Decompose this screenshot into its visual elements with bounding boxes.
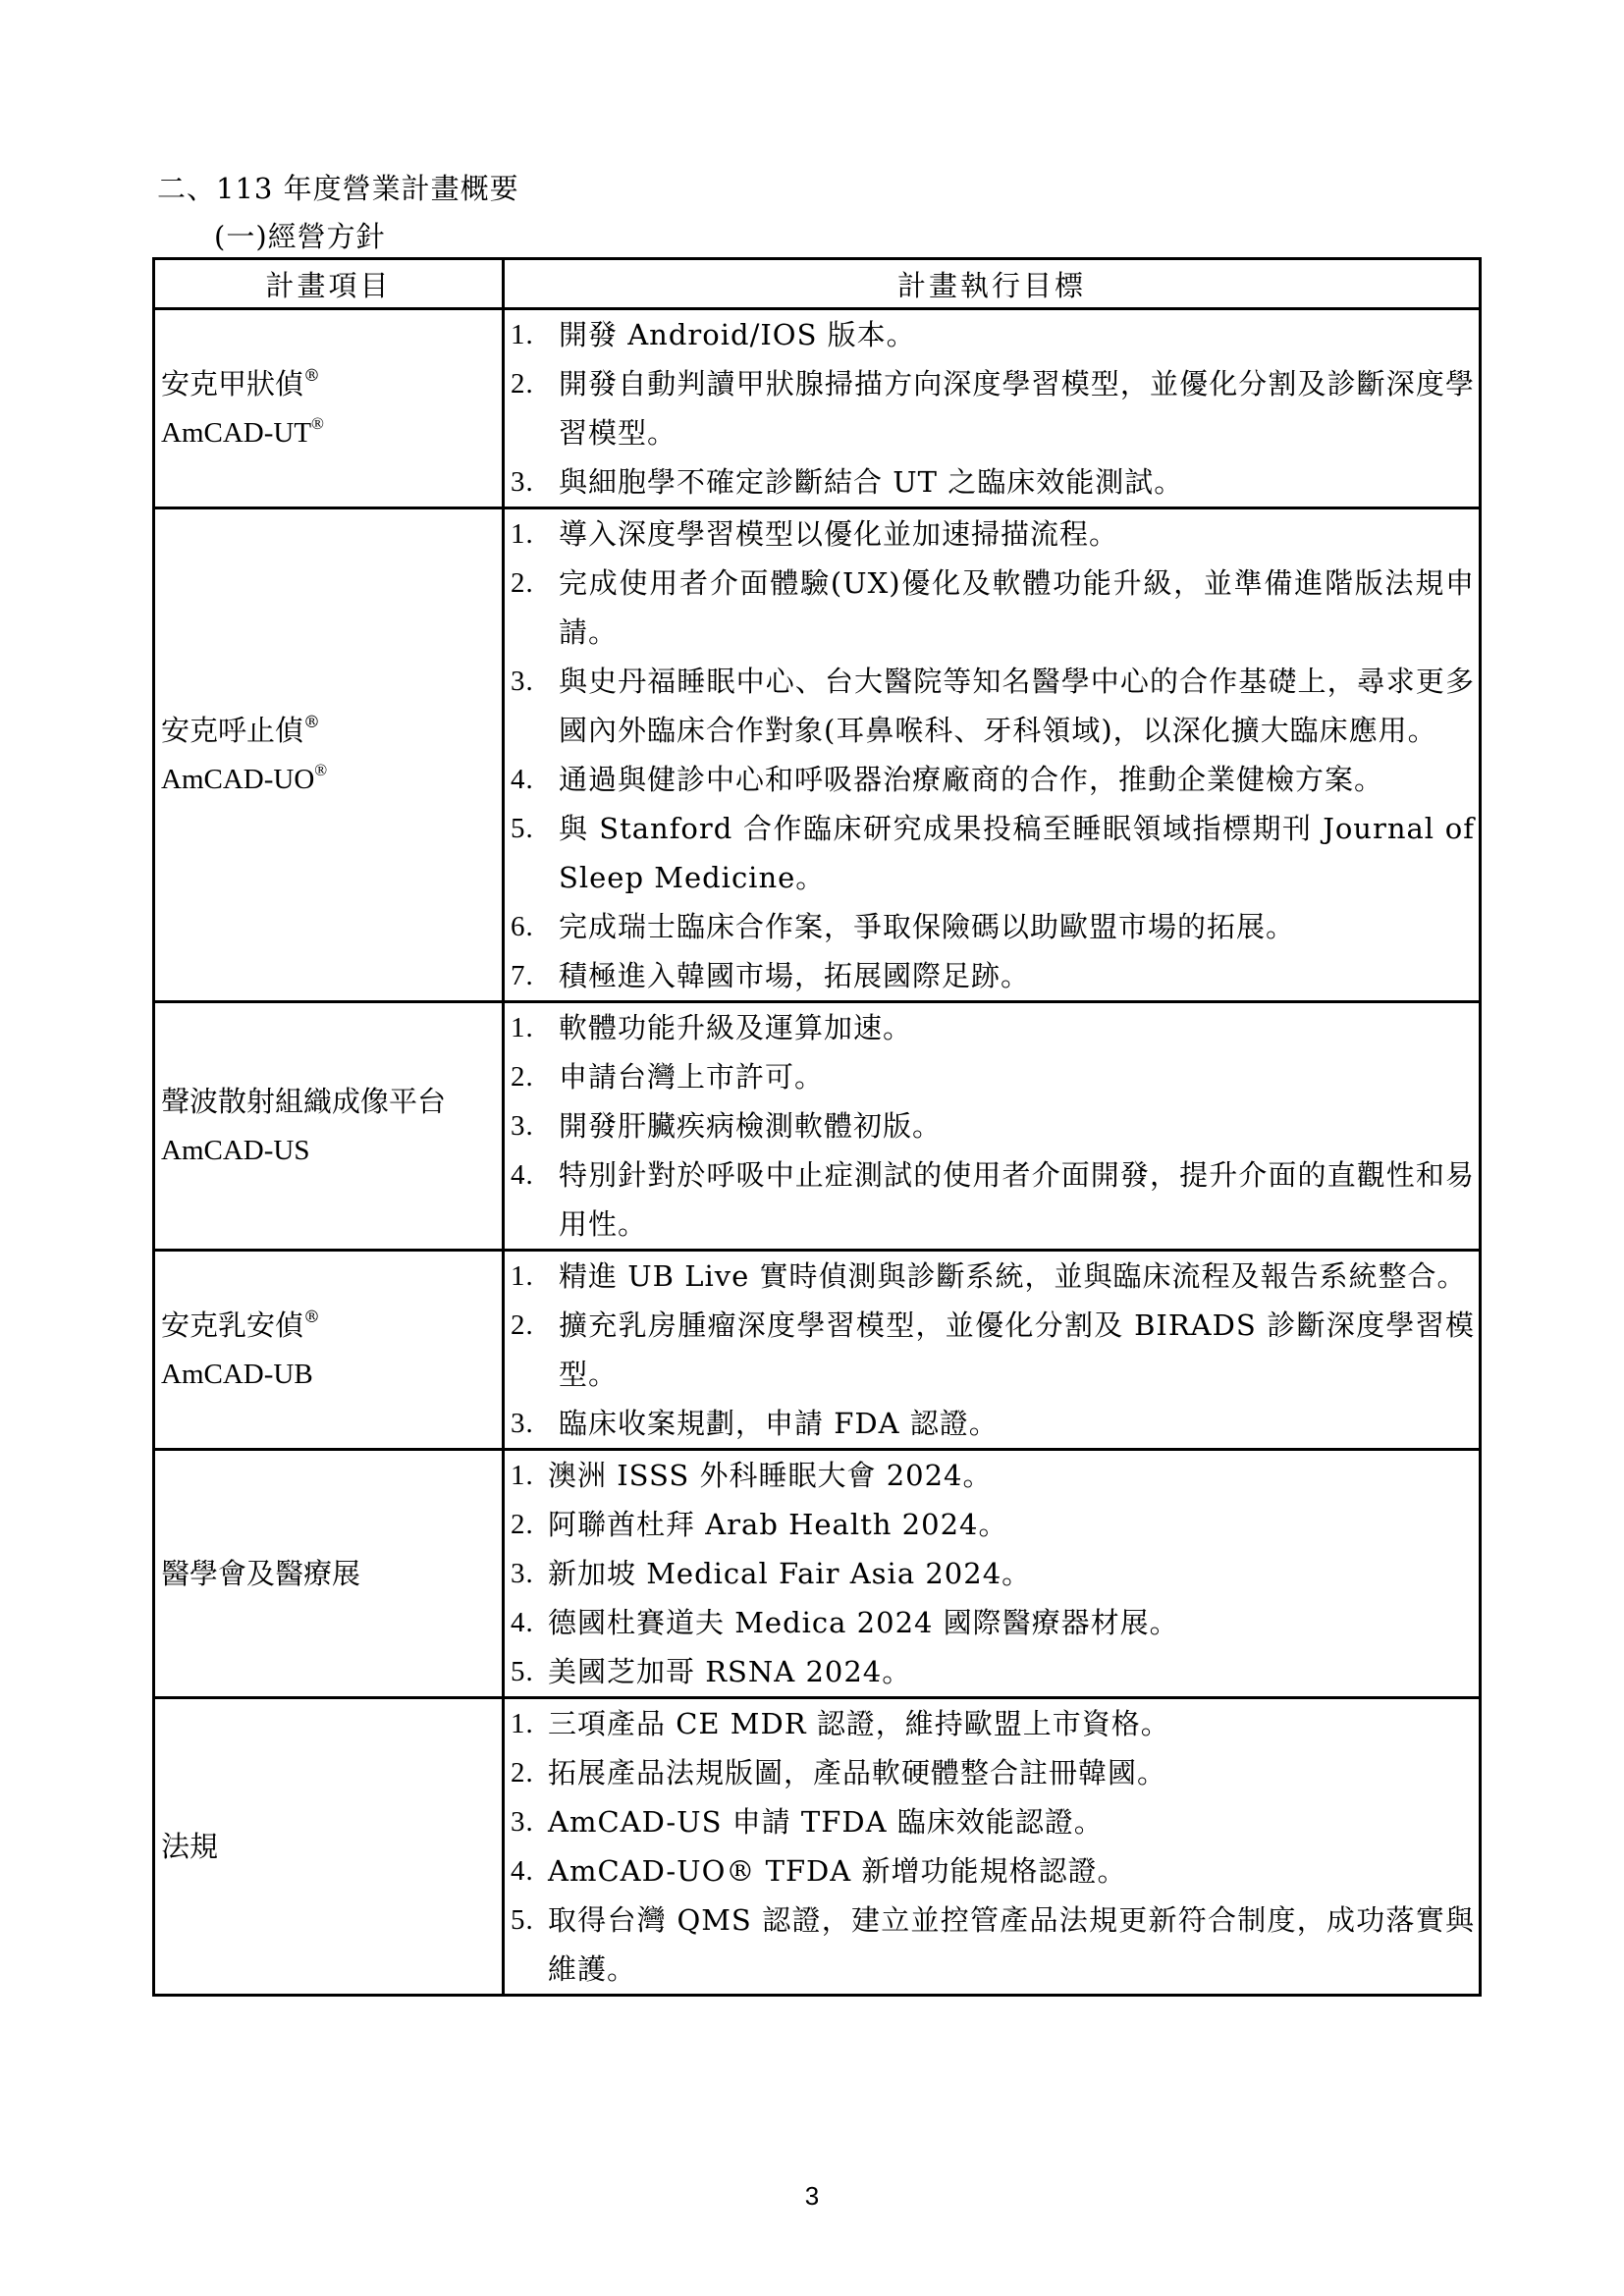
project-name: 安克呼止偵 (161, 714, 304, 747)
item-text: 特別針對於呼吸中止症測試的使用者介面開發，提升介面的直觀性和易用性。 (559, 1158, 1475, 1241)
project-cell (154, 1698, 504, 1996)
list-item (505, 1846, 1479, 1896)
list-item (505, 1500, 1479, 1549)
list-item (505, 902, 1479, 951)
item-number: 5. (511, 813, 534, 844)
item-text: 三項產品 CE MDR 認證，維持歐盟上市資格。 (548, 1707, 1170, 1740)
list-item (505, 1699, 1479, 1748)
item-number: 5. (511, 1904, 534, 1936)
item-number: 4. (511, 1159, 534, 1191)
list-item (505, 755, 1479, 804)
goals-cell (504, 1251, 1481, 1450)
registered-mark: ® (303, 1308, 321, 1327)
table-header-row (154, 259, 1481, 309)
list-item (505, 1101, 1479, 1150)
registered-mark: ® (303, 366, 321, 386)
item-number: 3. (511, 466, 534, 498)
list-item (505, 804, 1479, 902)
project-cell (154, 1450, 504, 1698)
project-name: 聲波散射組織成像平台 (161, 1085, 447, 1118)
item-number: 7. (511, 960, 534, 991)
registered-mark: ® (311, 414, 324, 433)
item-text: AmCAD-UO® TFDA 新增功能規格認證。 (548, 1854, 1127, 1888)
list-item (505, 1052, 1479, 1101)
goals-cell (504, 1698, 1481, 1996)
list-item (505, 559, 1479, 657)
table-row (154, 1698, 1481, 1996)
column-header-goals: 計畫執行目標 (504, 259, 1481, 309)
list-item (505, 1451, 1479, 1500)
goals-cell (504, 1002, 1481, 1251)
item-text: 與史丹福睡眠中心、台大醫院等知名醫學中心的合作基礎上，尋求更多國內外臨床合作對象(耳鼻喉科、牙科領域)，以深化擴大臨床應用。 (559, 665, 1475, 747)
list-item (505, 457, 1479, 507)
project-cell (154, 1251, 504, 1450)
project-cell (154, 1002, 504, 1251)
page-number: 3 (804, 2181, 820, 2211)
item-text: 精進 UB Live 實時偵測與診斷系統，並與臨床流程及報告系統整合。 (559, 1259, 1467, 1293)
table-row (154, 1251, 1481, 1450)
list-item (505, 1896, 1479, 1994)
list-item (505, 1150, 1479, 1249)
item-text: 軟體功能升級及運算加速。 (559, 1011, 913, 1044)
item-number: 1. (511, 1708, 534, 1739)
item-text: 擴充乳房腫瘤深度學習模型，並優化分割及 BIRADS 診斷深度學習模型。 (559, 1308, 1475, 1391)
item-text: 澳洲 ISSS 外科睡眠大會 2024。 (548, 1459, 993, 1492)
item-text: 取得台灣 QMS 認證，建立並控管產品法規更新符合制度，成功落實與維護。 (548, 1903, 1475, 1986)
item-number: 2. (511, 368, 534, 400)
project-name: 醫學會及醫療展 (161, 1557, 361, 1590)
list-item (505, 310, 1479, 359)
item-number: 4. (511, 1855, 534, 1887)
item-number: 1. (511, 319, 534, 350)
item-number: 3. (511, 1806, 534, 1838)
subsection-heading: (一)經營方針 (214, 220, 386, 253)
item-text: 美國芝加哥 RSNA 2024。 (548, 1655, 912, 1688)
item-text: 新加坡 Medical Fair Asia 2024。 (548, 1557, 1032, 1590)
list-item (505, 509, 1479, 559)
item-text: 積極進入韓國市場，拓展國際足跡。 (559, 959, 1031, 992)
list-item (505, 1797, 1479, 1846)
item-text: 開發 Android/IOS 版本。 (559, 318, 916, 351)
project-name: 安克乳安偵 (161, 1308, 304, 1342)
column-header-project: 計畫項目 (154, 259, 504, 309)
item-number: 1. (511, 1260, 534, 1292)
project-cell (154, 508, 504, 1002)
item-number: 4. (511, 1607, 534, 1638)
list-item (505, 1748, 1479, 1797)
item-text: 阿聯酋杜拜 Arab Health 2024。 (548, 1508, 1008, 1541)
item-number: 6. (511, 911, 534, 942)
table-row (154, 309, 1481, 508)
item-number: 2. (511, 1757, 534, 1789)
list-item (505, 1647, 1479, 1696)
item-number: 2. (511, 1509, 534, 1540)
section-heading: 二、113 年度營業計畫概要 (157, 172, 519, 205)
item-text: 通過與健診中心和呼吸器治療廠商的合作，推動企業健檢方案。 (559, 763, 1384, 796)
item-number: 3. (511, 1558, 534, 1589)
list-item (505, 1301, 1479, 1399)
list-item (505, 359, 1479, 457)
item-text: 拓展產品法規版圖，產品軟硬體整合註冊韓國。 (548, 1756, 1167, 1789)
item-text: 臨床收案規劃，申請 FDA 認證。 (559, 1407, 999, 1440)
table-row (154, 1450, 1481, 1698)
registered-mark: ® (303, 713, 321, 732)
item-text: 與細胞學不確定診斷結合 UT 之臨床效能測試。 (559, 465, 1184, 499)
list-item (505, 657, 1479, 755)
item-text: 與 Stanford 合作臨床研究成果投稿至睡眠領域指標期刊 Journal of Sleep Medicine。 (559, 812, 1475, 894)
goals-cell (504, 309, 1481, 508)
project-code: AmCAD-UO (161, 764, 315, 795)
item-text: 完成瑞士臨床合作案，爭取保險碼以助歐盟市場的拓展。 (559, 910, 1296, 943)
item-text: 開發自動判讀甲狀腺掃描方向深度學習模型，並優化分割及診斷深度學習模型。 (559, 367, 1475, 450)
list-item (505, 1549, 1479, 1598)
project-code: AmCAD-UT (161, 417, 312, 449)
project-name: 法規 (161, 1830, 219, 1863)
item-number: 2. (511, 1061, 534, 1093)
item-number: 3. (511, 1408, 534, 1439)
list-item (505, 951, 1479, 1000)
item-number: 4. (511, 764, 534, 795)
list-item (505, 1003, 1479, 1052)
project-cell (154, 309, 504, 508)
list-item (505, 1399, 1479, 1448)
item-text: 德國杜賽道夫 Medica 2024 國際醫療器材展。 (548, 1606, 1179, 1639)
item-number: 1. (511, 1012, 534, 1043)
item-number: 5. (511, 1656, 534, 1687)
item-number: 1. (511, 1460, 534, 1491)
item-text: AmCAD-US 申請 TFDA 臨床效能認證。 (548, 1805, 1104, 1839)
business-plan-table (152, 257, 1482, 1997)
project-code: AmCAD-UB (161, 1359, 313, 1390)
goals-cell (504, 1450, 1481, 1698)
item-number: 2. (511, 567, 534, 599)
item-number: 3. (511, 1110, 534, 1142)
table-row (154, 508, 1481, 1002)
item-number: 1. (511, 518, 534, 550)
item-text: 開發肝臟疾病檢測軟體初版。 (559, 1109, 943, 1143)
list-item (505, 1598, 1479, 1647)
item-text: 導入深度學習模型以優化並加速掃描流程。 (559, 517, 1119, 551)
table-row (154, 1002, 1481, 1251)
item-number: 3. (511, 666, 534, 697)
item-text: 申請台灣上市許可。 (559, 1060, 825, 1094)
project-code: AmCAD-US (161, 1135, 310, 1166)
list-item (505, 1252, 1479, 1301)
project-name: 安克甲狀偵 (161, 367, 304, 400)
registered-mark: ® (314, 761, 328, 779)
item-text: 完成使用者介面體驗(UX)優化及軟體功能升級，並準備進階版法規申請。 (559, 566, 1475, 649)
item-number: 2. (511, 1309, 534, 1341)
goals-cell (504, 508, 1481, 1002)
